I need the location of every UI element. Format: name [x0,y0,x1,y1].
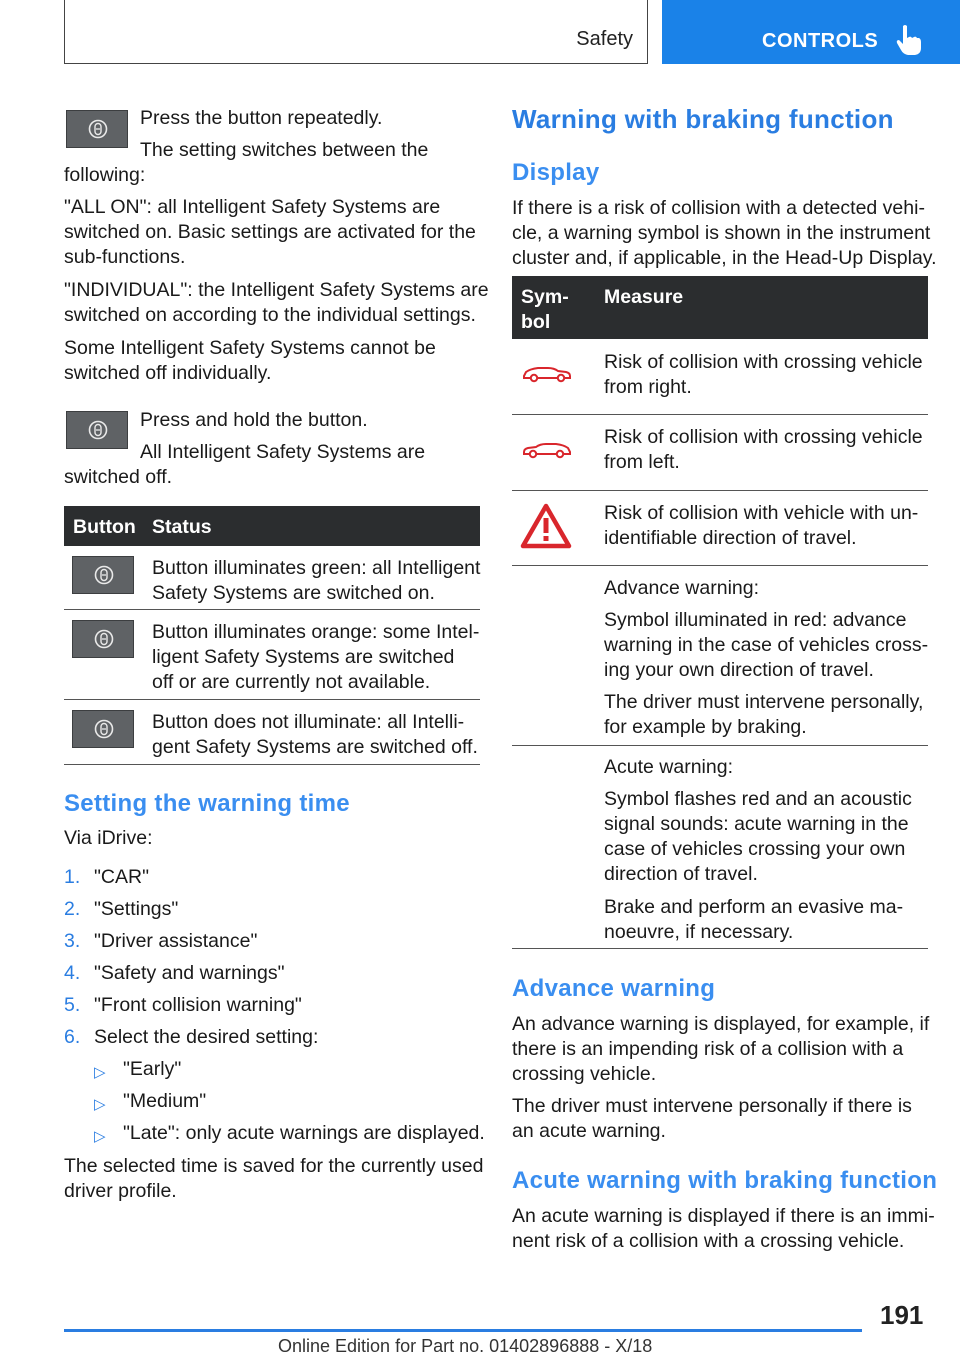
table-divider [512,490,928,491]
measure-row-1-line-2: from right. [604,376,692,398]
status-row-3-line-1: Button does not illuminate: all Intelli- [152,711,465,733]
header-chapter-tab[interactable] [662,0,960,64]
triangle-bullet-icon: ▷ [94,1096,106,1113]
acute-line-6: noeuvre, if necessary. [604,921,794,943]
advance-line-5: for example by braking. [604,716,807,738]
setting-warning-time-heading: Setting the warning time [64,790,350,817]
acute-warning-braking-heading: Acute warning with braking function [512,1167,938,1194]
column-header-symbol-1: Sym- [521,286,569,308]
measure-row-3-line-1: Risk of collision with vehicle with un- [604,502,919,524]
acute-line-5: Brake and perform an evasive ma- [604,896,904,918]
intro-text-2b: following: [64,164,146,186]
button-orange-icon [72,620,134,658]
table-divider [512,565,928,566]
measure-row-1-line-1: Risk of collision with crossing vehicle [604,351,923,373]
advance-warning-heading: Advance warning [512,975,716,1002]
advance-line-2: warning in the case of vehicles cross- [604,634,929,656]
column-header-measure: Measure [604,286,684,308]
safety-button-icon [66,411,128,449]
acute-line-4: direction of travel. [604,863,758,885]
intro-text-2a: The setting switches between the [140,139,429,161]
advance-line-3: ing your own direction of travel. [604,659,874,681]
triangle-bullet-icon: ▷ [94,1128,106,1145]
intro-text-1: Press the button repeatedly. [140,107,383,129]
button-status-table-header [64,506,480,546]
advance-text-line-2: there is an impending risk of a collision with a [512,1038,904,1060]
advance-warning-label: Advance warning: [604,577,760,599]
allon-line-2: switched on. Basic settings are activated for the [64,221,476,243]
measure-row-2-line-2: from left. [604,451,680,473]
table-divider [512,948,928,949]
acute-warning-label: Acute warning: [604,756,733,778]
acute-text-line-1: An acute warning is displayed if there is an immi- [512,1205,935,1227]
via-idrive-text: Via iDrive: [64,827,153,849]
safety-button-icon [66,110,128,148]
status-row-2-line-3: off or are currently not available. [152,671,431,693]
button-green-icon [72,556,134,594]
triangle-bullet-icon: ▷ [94,1064,106,1081]
status-row-3-line-2: gent Safety Systems are switched off. [152,736,478,758]
table-divider [64,699,480,700]
column-header-symbol-2: bol [521,311,551,333]
acute-text-line-2: nent risk of a collision with a crossing vehicle. [512,1230,905,1252]
allon-line-3: sub-functions. [64,246,186,268]
column-header-button: Button [73,516,136,538]
table-divider [64,609,480,610]
acute-line-3: case of vehicles crossing your own [604,838,906,860]
individual-line-1: "INDIVIDUAL": the Intelligent Safety Systems are [64,279,489,301]
hold-text-2b: switched off. [64,466,173,488]
table-divider [512,745,928,746]
advance-text2-line-2: an acute warning. [512,1120,666,1142]
status-row-1-line-2: Safety Systems are switched on. [152,582,435,604]
button-off-icon [72,710,134,748]
advance-text2-line-1: The driver must intervene personally if there is [512,1095,912,1117]
warning-triangle-icon [520,503,572,549]
header-chapter-label: CONTROLS [762,30,879,52]
some-line-2: switched off individually. [64,362,272,384]
footer-divider [64,1329,862,1332]
table-divider [64,764,480,765]
display-text-line-3: cluster and, if applicable, in the Head-Up Display. [512,247,937,269]
online-edition-text: Online Edition for Part no. 01402896888 - X/18 [278,1336,653,1356]
advance-text-line-1: An advance warning is displayed, for example, if [512,1013,930,1035]
column-header-status: Status [152,516,212,538]
pointing-hand-icon [894,24,922,56]
status-row-1-line-1: Button illuminates green: all Intelligent [152,557,481,579]
advance-text-line-3: crossing vehicle. [512,1063,657,1085]
car-from-left-icon [522,438,572,460]
measure-row-2-line-1: Risk of collision with crossing vehicle [604,426,923,448]
hold-text-1: Press and hold the button. [140,409,368,431]
status-row-2-line-1: Button illuminates orange: some Intel- [152,621,480,643]
symbol-measure-table-header [512,276,928,339]
some-line-1: Some Intelligent Safety Systems cannot be [64,337,436,359]
table-divider [512,414,928,415]
acute-line-1: Symbol flashes red and an acoustic [604,788,912,810]
car-from-right-icon [522,362,572,384]
status-row-2-line-2: ligent Safety Systems are switched [152,646,455,668]
header-section-box [64,0,648,64]
hold-text-2a: All Intelligent Safety Systems are [140,441,426,463]
display-text-line-1: If there is a risk of collision with a detected vehi- [512,197,925,219]
measure-row-3-line-2: identifiable direction of travel. [604,527,857,549]
acute-line-2: signal sounds: acute warning in the [604,813,909,835]
page-number: 191 [880,1300,924,1330]
display-heading: Display [512,159,600,186]
header-section-title: Safety [576,28,633,50]
display-text-line-2: cle, a warning symbol is shown in the instrument [512,222,931,244]
individual-line-2: switched on according to the individual settings. [64,304,476,326]
saved-line-1: The selected time is saved for the currently used [64,1155,484,1177]
saved-line-2: driver profile. [64,1180,177,1202]
warning-braking-heading: Warning with braking function [512,104,894,134]
advance-line-4: The driver must intervene personally, [604,691,924,713]
advance-line-1: Symbol illuminated in red: advance [604,609,907,631]
allon-line-1: "ALL ON": all Intelligent Safety Systems are [64,196,441,218]
